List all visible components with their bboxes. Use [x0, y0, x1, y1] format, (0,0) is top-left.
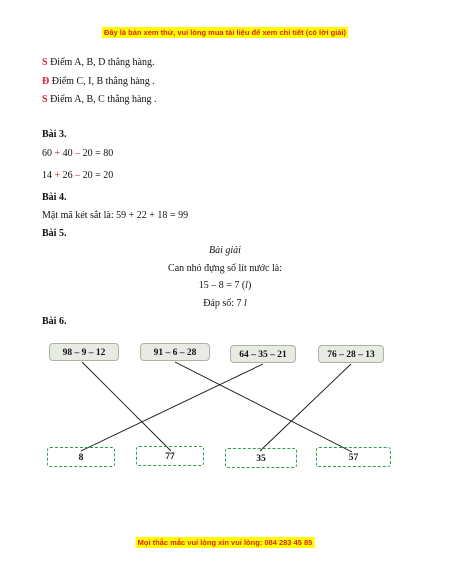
mark-2: Đ [42, 76, 50, 87]
calc-text: 15 – 8 = 7 ( [198, 280, 246, 291]
answer-unit: l [244, 298, 247, 309]
eq2-rest: 20 = 20 [80, 170, 114, 181]
eq2-b: 26 [60, 170, 76, 181]
bai3-title: Bài 3. [42, 129, 67, 140]
answer-box-4: 57 [316, 447, 391, 467]
answer-box-3: 35 [225, 448, 297, 468]
link-expr3-ans8 [81, 364, 263, 451]
link-expr2-ans57 [175, 362, 352, 452]
expression-box-3: 64 – 35 – 21 [230, 345, 296, 363]
bai5-solution-label: Bài giải [209, 245, 241, 256]
answer-text: Đáp số: 7 [203, 298, 245, 309]
bai6-title: Bài 6. [42, 316, 67, 327]
eq1-op2: – [75, 148, 81, 159]
statement-3-text: Điểm A, B, C thẳng hàng . [47, 94, 157, 105]
link-expr4-ans35 [260, 364, 351, 451]
eq1-b: 40 [60, 148, 76, 159]
statement-2-text: Điểm C, I, B thẳng hàng . [49, 76, 155, 87]
expression-box-4: 76 – 28 – 13 [318, 345, 384, 363]
expression-box-1: 98 – 9 – 12 [49, 343, 119, 361]
bai5-line1: Can nhỏ đựng số lít nước là: [168, 263, 282, 274]
preview-banner: Đây là bản xem thử, vui lòng mua tài liệu để xem chi tiết (có lời giải) [103, 28, 347, 37]
eq1-rest: 20 = 80 [80, 148, 114, 159]
eq2-op1: + [54, 170, 61, 181]
answer-box-2: 77 [136, 446, 204, 466]
expression-box-2: 91 – 6 – 28 [140, 343, 210, 361]
eq2-a: 14 [42, 170, 55, 181]
link-expr1-ans77 [82, 362, 171, 451]
bai5-title: Bài 5. [42, 228, 67, 239]
bai4-text: Mật mã két sắt là: 59 + 22 + 18 = 99 [42, 210, 189, 221]
eq1-a: 60 [42, 148, 55, 159]
answer-box-1: 8 [47, 447, 115, 467]
footer-contact: Mọi thắc mắc vui lòng xin vui lòng: 084 283 45 85 [137, 538, 313, 547]
mark-3: S [42, 94, 48, 105]
eq2-op2: – [75, 170, 81, 181]
mark-1: S [42, 57, 48, 68]
calc-end: ) [247, 280, 252, 291]
statement-1-text: Điểm A, B, D thẳng hàng. [47, 57, 155, 68]
bai4-title: Bài 4. [42, 192, 67, 203]
eq1-op1: + [54, 148, 61, 159]
calc-unit: l [245, 280, 248, 291]
